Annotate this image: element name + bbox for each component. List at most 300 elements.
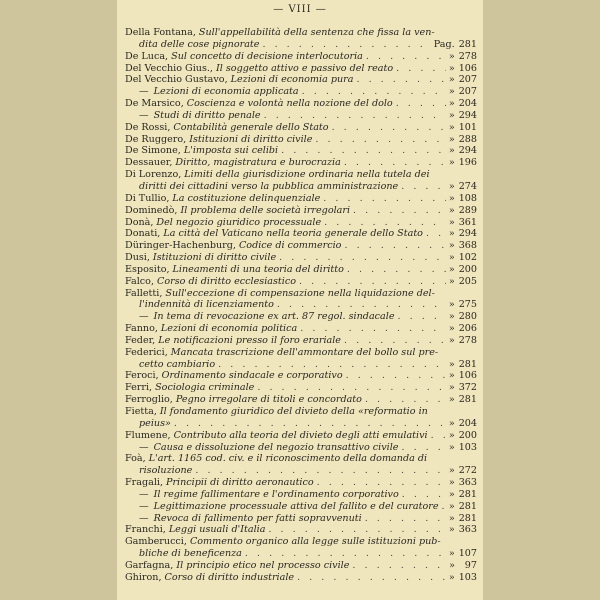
entry-author: — xyxy=(139,500,149,512)
dot-leader xyxy=(302,86,446,98)
dot-leader xyxy=(442,501,446,513)
page-prefix: » xyxy=(448,465,455,477)
dot-leader xyxy=(356,74,445,86)
page-number: 372 xyxy=(458,382,477,394)
entry-title: Ordinamento sindacale e corporativo xyxy=(161,370,343,382)
entry-author: Donà, xyxy=(125,216,154,228)
page-reference xyxy=(449,240,477,252)
page-number: 207 xyxy=(458,86,477,98)
entry-title: bliche di beneficenza xyxy=(139,548,242,560)
page-reference xyxy=(449,359,477,371)
entry-first-line xyxy=(125,453,477,465)
index-entry xyxy=(125,394,477,406)
entry-title: Limiti della giurisdizione ordinaria nella tutela dei xyxy=(184,169,430,181)
entry-first-line xyxy=(125,217,477,229)
page-number: 200 xyxy=(458,263,477,275)
page-reference xyxy=(449,335,477,347)
entry-title: In tema di revocazione ex art. 87 regol. sindacale xyxy=(153,311,395,323)
dot-leader xyxy=(347,264,446,276)
page-reference xyxy=(449,98,477,110)
entry-author: Falco, xyxy=(125,275,154,287)
entry-author: Di Tullio, xyxy=(125,192,170,204)
book-page xyxy=(117,0,483,600)
dot-leader xyxy=(431,430,446,442)
entry-author: De Marsico, xyxy=(125,98,184,110)
dot-leader xyxy=(315,134,445,146)
page-reference xyxy=(449,264,477,276)
entry-first-line xyxy=(125,311,477,323)
page-number: 103 xyxy=(458,571,477,583)
page-number: 196 xyxy=(458,157,477,169)
entry-title: Lineamenti di una teoria del diritto xyxy=(172,263,344,275)
entry-first-line xyxy=(125,501,477,513)
entry-title: La costituzione delinquenziale xyxy=(172,192,321,204)
entry-first-line xyxy=(125,157,477,169)
page-reference xyxy=(449,157,477,169)
entry-title: Istituzioni di diritto civile xyxy=(189,133,313,145)
page-prefix: » xyxy=(448,417,455,429)
entry-first-line xyxy=(125,572,477,584)
index-entry xyxy=(125,217,477,229)
page-reference xyxy=(449,382,477,394)
dot-leader xyxy=(346,370,446,382)
index-entry xyxy=(125,27,477,51)
page-number: 280 xyxy=(458,311,477,323)
index-entry xyxy=(125,288,477,312)
index-entry xyxy=(125,442,477,454)
page-number: 278 xyxy=(458,50,477,62)
page-reference xyxy=(449,560,477,572)
page-prefix: » xyxy=(448,133,455,145)
index-entry xyxy=(125,63,477,75)
entry-title: Istituzioni di diritto civile xyxy=(152,252,277,264)
page-number: 200 xyxy=(458,429,477,441)
left-page-edge xyxy=(0,0,117,600)
entry-first-line xyxy=(125,489,477,501)
entry-title: Contributo alla teoria del divieto degli atti emulativi xyxy=(173,429,428,441)
entry-title: risoluzione xyxy=(139,465,193,477)
page-number: 363 xyxy=(458,524,477,536)
index-entry xyxy=(125,134,477,146)
entry-author: De Simone, xyxy=(125,145,181,157)
page-reference xyxy=(449,122,477,134)
entry-author: Dessauer, xyxy=(125,157,173,169)
page-number: 106 xyxy=(458,370,477,382)
dot-leader xyxy=(297,572,446,584)
index-entry xyxy=(125,370,477,382)
entry-author: Düringer-Hachenburg, xyxy=(125,240,236,252)
entry-continuation-line xyxy=(125,39,477,51)
entry-title: Revoca di fallimento per fatti sopravvenuti xyxy=(153,512,362,524)
entry-first-line xyxy=(125,477,477,489)
entry-first-line xyxy=(125,406,477,418)
page-number: 281 xyxy=(458,500,477,512)
dot-leader xyxy=(365,513,446,525)
index-entry xyxy=(125,122,477,134)
entry-title: Corso di diritto industriale xyxy=(164,571,295,583)
page-number: 278 xyxy=(458,334,477,346)
page-prefix: » xyxy=(448,323,455,335)
page-number: 288 xyxy=(458,133,477,145)
entry-first-line xyxy=(125,430,477,442)
entry-title: Il regime fallimentare e l'ordinamento corporativo xyxy=(153,488,399,500)
page-reference xyxy=(449,86,477,98)
page-number: 274 xyxy=(458,180,477,192)
index-entry xyxy=(125,157,477,169)
entry-author: Esposito, xyxy=(125,263,170,275)
page-prefix: » xyxy=(448,477,455,489)
entry-title: Legittimazione processuale attiva del fallito e del curatore xyxy=(153,500,439,512)
page-number: 108 xyxy=(458,192,477,204)
page-prefix: » xyxy=(448,145,455,157)
entry-author: Ferri, xyxy=(125,382,153,394)
dot-leader xyxy=(323,193,446,205)
entry-continuation-line xyxy=(125,548,477,560)
dot-leader xyxy=(344,240,445,252)
entry-first-line xyxy=(125,51,477,63)
entry-author: — xyxy=(139,488,149,500)
dot-leader xyxy=(257,382,445,394)
index-list xyxy=(125,27,477,584)
index-entry xyxy=(125,240,477,252)
entry-first-line xyxy=(125,145,477,157)
page-reference xyxy=(449,370,477,382)
entry-author: Falletti, xyxy=(125,287,163,299)
index-entry xyxy=(125,51,477,63)
entry-author: Della Fontana, xyxy=(125,27,196,38)
entry-first-line xyxy=(125,442,477,454)
entry-title: Mancata trascrizione dell'ammontare del bollo sul pre- xyxy=(170,346,439,358)
index-entry xyxy=(125,524,477,536)
dot-leader xyxy=(300,323,446,335)
entry-author: Di Lorenzo, xyxy=(125,169,182,181)
page-prefix: » xyxy=(448,74,455,86)
page-prefix: » xyxy=(448,500,455,512)
dot-leader xyxy=(401,442,445,454)
page-reference xyxy=(449,311,477,323)
page-prefix: » xyxy=(448,50,455,62)
page-reference xyxy=(449,394,477,406)
entry-author: De Ruggero, xyxy=(125,133,187,145)
entry-title: Lezioni di economia politica xyxy=(160,323,298,335)
dot-leader xyxy=(195,465,445,477)
page-prefix: » xyxy=(448,512,455,524)
entry-title: Diritto, magistratura e burocrazia xyxy=(175,157,341,169)
entry-first-line xyxy=(125,560,477,572)
entry-first-line xyxy=(125,193,477,205)
entry-continuation-line xyxy=(125,359,477,371)
dot-leader xyxy=(299,276,446,288)
dot-leader xyxy=(324,217,446,229)
entry-title: diritti dei cittadini verso la pubblica amministrazione xyxy=(139,180,399,192)
page-reference xyxy=(449,74,477,86)
page-reference xyxy=(449,513,477,525)
entry-first-line xyxy=(125,276,477,288)
index-entry xyxy=(125,169,477,193)
page-number: 205 xyxy=(458,275,477,287)
page-reference xyxy=(449,299,477,311)
page-prefix: » xyxy=(448,571,455,583)
page-prefix: » xyxy=(448,62,455,74)
entry-author: — xyxy=(139,512,149,524)
entry-first-line xyxy=(125,27,477,39)
entry-title: Lezioni di economia pura xyxy=(230,74,354,86)
page-number: 107 xyxy=(458,548,477,560)
entry-title: l'indennità di licenziamento xyxy=(139,299,274,311)
page-prefix: » xyxy=(448,299,455,311)
index-entry xyxy=(125,311,477,323)
entry-first-line xyxy=(125,394,477,406)
page-number: 294 xyxy=(458,228,477,240)
entry-first-line xyxy=(125,205,477,217)
index-entry xyxy=(125,560,477,572)
entry-first-line xyxy=(125,122,477,134)
page-number: 275 xyxy=(458,299,477,311)
entry-title: Studi di diritto penale xyxy=(153,109,261,121)
entry-title: Il principio etico nel processo civile xyxy=(176,559,350,571)
index-entry xyxy=(125,501,477,513)
page-prefix: » xyxy=(449,559,455,571)
page-prefix: » xyxy=(448,252,455,264)
entry-first-line xyxy=(125,98,477,110)
page-number: 204 xyxy=(458,98,477,110)
entry-title: La città del Vaticano nella teoria generale dello Stato xyxy=(163,228,423,240)
page-number: 272 xyxy=(458,465,477,477)
entry-first-line xyxy=(125,74,477,86)
page-prefix: » xyxy=(448,263,455,275)
entry-author: Flumene, xyxy=(125,429,171,441)
entry-author: Feder, xyxy=(125,334,156,346)
entry-first-line xyxy=(125,347,477,359)
dot-leader xyxy=(353,205,446,217)
page-header: — VIII — xyxy=(273,4,327,15)
entry-author: Dusi, xyxy=(125,252,150,264)
page-prefix: » xyxy=(448,86,455,98)
page-reference xyxy=(449,193,477,205)
page-number: 97 xyxy=(464,559,477,571)
entry-author: Fragali, xyxy=(125,477,164,489)
entry-title: Causa e dissoluzione del negozio transattivo civile xyxy=(153,441,399,453)
entry-first-line xyxy=(125,86,477,98)
page-number: 281 xyxy=(458,394,477,406)
entry-author: Dominedò, xyxy=(125,204,178,216)
page-number: 368 xyxy=(458,240,477,252)
page-number: 289 xyxy=(458,204,477,216)
index-entry xyxy=(125,323,477,335)
entry-title: Sull'eccezione di compensazione nella liquidazione del- xyxy=(165,287,435,299)
entry-first-line xyxy=(125,264,477,276)
entry-title: Commento organico alla legge sulle istituzioni pub- xyxy=(189,536,441,548)
entry-first-line xyxy=(125,370,477,382)
page-reference xyxy=(449,228,477,240)
page-prefix: » xyxy=(448,192,455,204)
page-reference xyxy=(449,145,477,157)
page-prefix: » xyxy=(448,121,455,133)
entry-title: Coscienza e volontà nella nozione del dolo xyxy=(186,98,393,110)
entry-author: De Luca, xyxy=(125,50,169,62)
entry-title: Sull'appellabilità della sentenza che fissa la ven- xyxy=(198,27,435,38)
dot-leader xyxy=(426,228,446,240)
page-reference xyxy=(449,442,477,454)
entry-author: Gamberucci, xyxy=(125,536,187,548)
entry-first-line xyxy=(125,63,477,75)
page-reference xyxy=(449,524,477,536)
entry-first-line xyxy=(125,382,477,394)
dot-leader xyxy=(344,157,446,169)
page-number: 281 xyxy=(458,38,477,50)
index-entry xyxy=(125,228,477,240)
page-prefix: » xyxy=(448,240,455,252)
dot-leader xyxy=(398,311,446,323)
dot-leader xyxy=(332,122,446,134)
entry-first-line xyxy=(125,169,477,181)
page-reference xyxy=(449,465,477,477)
entry-author: Fietta, xyxy=(125,406,157,417)
page-prefix: » xyxy=(448,311,455,323)
page-number: 281 xyxy=(458,512,477,524)
entry-title: Corso di diritto ecclesiastico xyxy=(157,275,296,287)
index-entry xyxy=(125,264,477,276)
dot-leader xyxy=(365,394,446,406)
entry-author: Foà, xyxy=(125,453,146,465)
index-entry xyxy=(125,86,477,98)
index-entry xyxy=(125,453,477,477)
page-reference xyxy=(449,489,477,501)
dot-leader xyxy=(245,548,446,560)
page-prefix: » xyxy=(448,548,455,560)
page-reference xyxy=(449,418,477,430)
page-prefix: » xyxy=(448,157,455,169)
index-entry xyxy=(125,477,477,489)
index-entry xyxy=(125,276,477,288)
page-prefix: » xyxy=(448,180,455,192)
page-prefix: » xyxy=(448,204,455,216)
entry-author: Ferroglio, xyxy=(125,394,173,406)
entry-title: Leggi usuali d'Italia xyxy=(168,524,266,536)
page-reference xyxy=(449,276,477,288)
page-prefix: » xyxy=(448,98,455,110)
entry-title: Contabilità generale dello Stato xyxy=(173,121,329,133)
index-entry xyxy=(125,98,477,110)
index-entry xyxy=(125,347,477,371)
page-number: 281 xyxy=(458,488,477,500)
page-prefix: » xyxy=(448,382,455,394)
index-entry xyxy=(125,430,477,442)
dot-leader xyxy=(396,98,446,110)
entry-continuation-line xyxy=(125,299,477,311)
entry-first-line xyxy=(125,288,477,300)
entry-title: Lezioni di economia applicata xyxy=(153,86,299,98)
entry-author: Del Vecchio Gustavo, xyxy=(125,74,228,86)
page-number: 206 xyxy=(458,323,477,335)
page-prefix: » xyxy=(448,358,455,370)
page-number: 103 xyxy=(458,441,477,453)
dot-leader xyxy=(174,418,446,430)
page-number: 363 xyxy=(458,477,477,489)
page-reference xyxy=(449,110,477,122)
page-number: 101 xyxy=(458,121,477,133)
entry-title: cetto cambiario xyxy=(139,358,216,370)
page-reference xyxy=(449,252,477,264)
entry-title: L'imposta sui celibi xyxy=(183,145,279,157)
page-prefix: » xyxy=(448,216,455,228)
page-number: 102 xyxy=(458,252,477,264)
entry-first-line xyxy=(125,134,477,146)
entry-author: Garfagna, xyxy=(125,559,174,571)
page-prefix: Pag. xyxy=(433,38,455,50)
entry-title: peius» xyxy=(139,417,171,429)
page-reference xyxy=(449,477,477,489)
entry-author: — xyxy=(139,109,149,121)
page-prefix: » xyxy=(448,228,455,240)
entry-title: Del negozio giuridico processuale xyxy=(156,216,322,228)
index-entry xyxy=(125,536,477,560)
entry-first-line xyxy=(125,335,477,347)
entry-title: Codice di commercio xyxy=(238,240,342,252)
page-reference xyxy=(449,548,477,560)
page-prefix: » xyxy=(448,334,455,346)
page-reference xyxy=(434,39,477,51)
page-prefix: » xyxy=(448,109,455,121)
entry-title: dita delle cose pignorate xyxy=(139,38,260,50)
entry-title: L'art. 1165 cod. civ. e il riconoscimento della domanda di xyxy=(148,453,428,465)
page-reference xyxy=(449,205,477,217)
entry-author: Del Vecchio Gius., xyxy=(125,62,213,74)
entry-title: Il fondamento giuridico del divieto della «reformatio in xyxy=(159,406,428,417)
entry-first-line xyxy=(125,323,477,335)
index-entry xyxy=(125,145,477,157)
index-entry xyxy=(125,252,477,264)
entry-title: Sul concetto di decisione interlocutoria xyxy=(171,50,363,62)
dot-leader xyxy=(366,51,446,63)
page-number: 294 xyxy=(458,109,477,121)
page-prefix: » xyxy=(448,488,455,500)
entry-author: Federici, xyxy=(125,346,168,358)
dot-leader xyxy=(279,252,446,264)
page-reference xyxy=(449,430,477,442)
entry-first-line xyxy=(125,513,477,525)
index-entry xyxy=(125,205,477,217)
entry-title: Sociologia criminale xyxy=(155,382,255,394)
entry-first-line xyxy=(125,240,477,252)
dot-leader xyxy=(281,145,446,157)
entry-first-line xyxy=(125,536,477,548)
index-entry xyxy=(125,572,477,584)
entry-title: Il soggetto attivo e passivo del reato xyxy=(215,62,394,74)
page-prefix: » xyxy=(448,275,455,287)
entry-title: Il problema delle società irregolari xyxy=(180,204,351,216)
index-entry xyxy=(125,382,477,394)
page-reference xyxy=(449,63,477,75)
entry-continuation-line xyxy=(125,465,477,477)
dot-leader xyxy=(262,39,430,51)
page-number: 294 xyxy=(458,145,477,157)
dot-leader xyxy=(396,63,446,75)
page-reference xyxy=(449,323,477,335)
page-reference xyxy=(449,501,477,513)
entry-first-line xyxy=(125,228,477,240)
index-entry xyxy=(125,193,477,205)
entry-continuation-line xyxy=(125,418,477,430)
entry-first-line xyxy=(125,252,477,264)
page-reference xyxy=(449,134,477,146)
dot-leader xyxy=(352,560,446,572)
page-prefix: » xyxy=(448,524,455,536)
page-number: 361 xyxy=(458,216,477,228)
page-reference xyxy=(449,51,477,63)
entry-author: — xyxy=(139,86,149,98)
page-reference xyxy=(449,572,477,584)
